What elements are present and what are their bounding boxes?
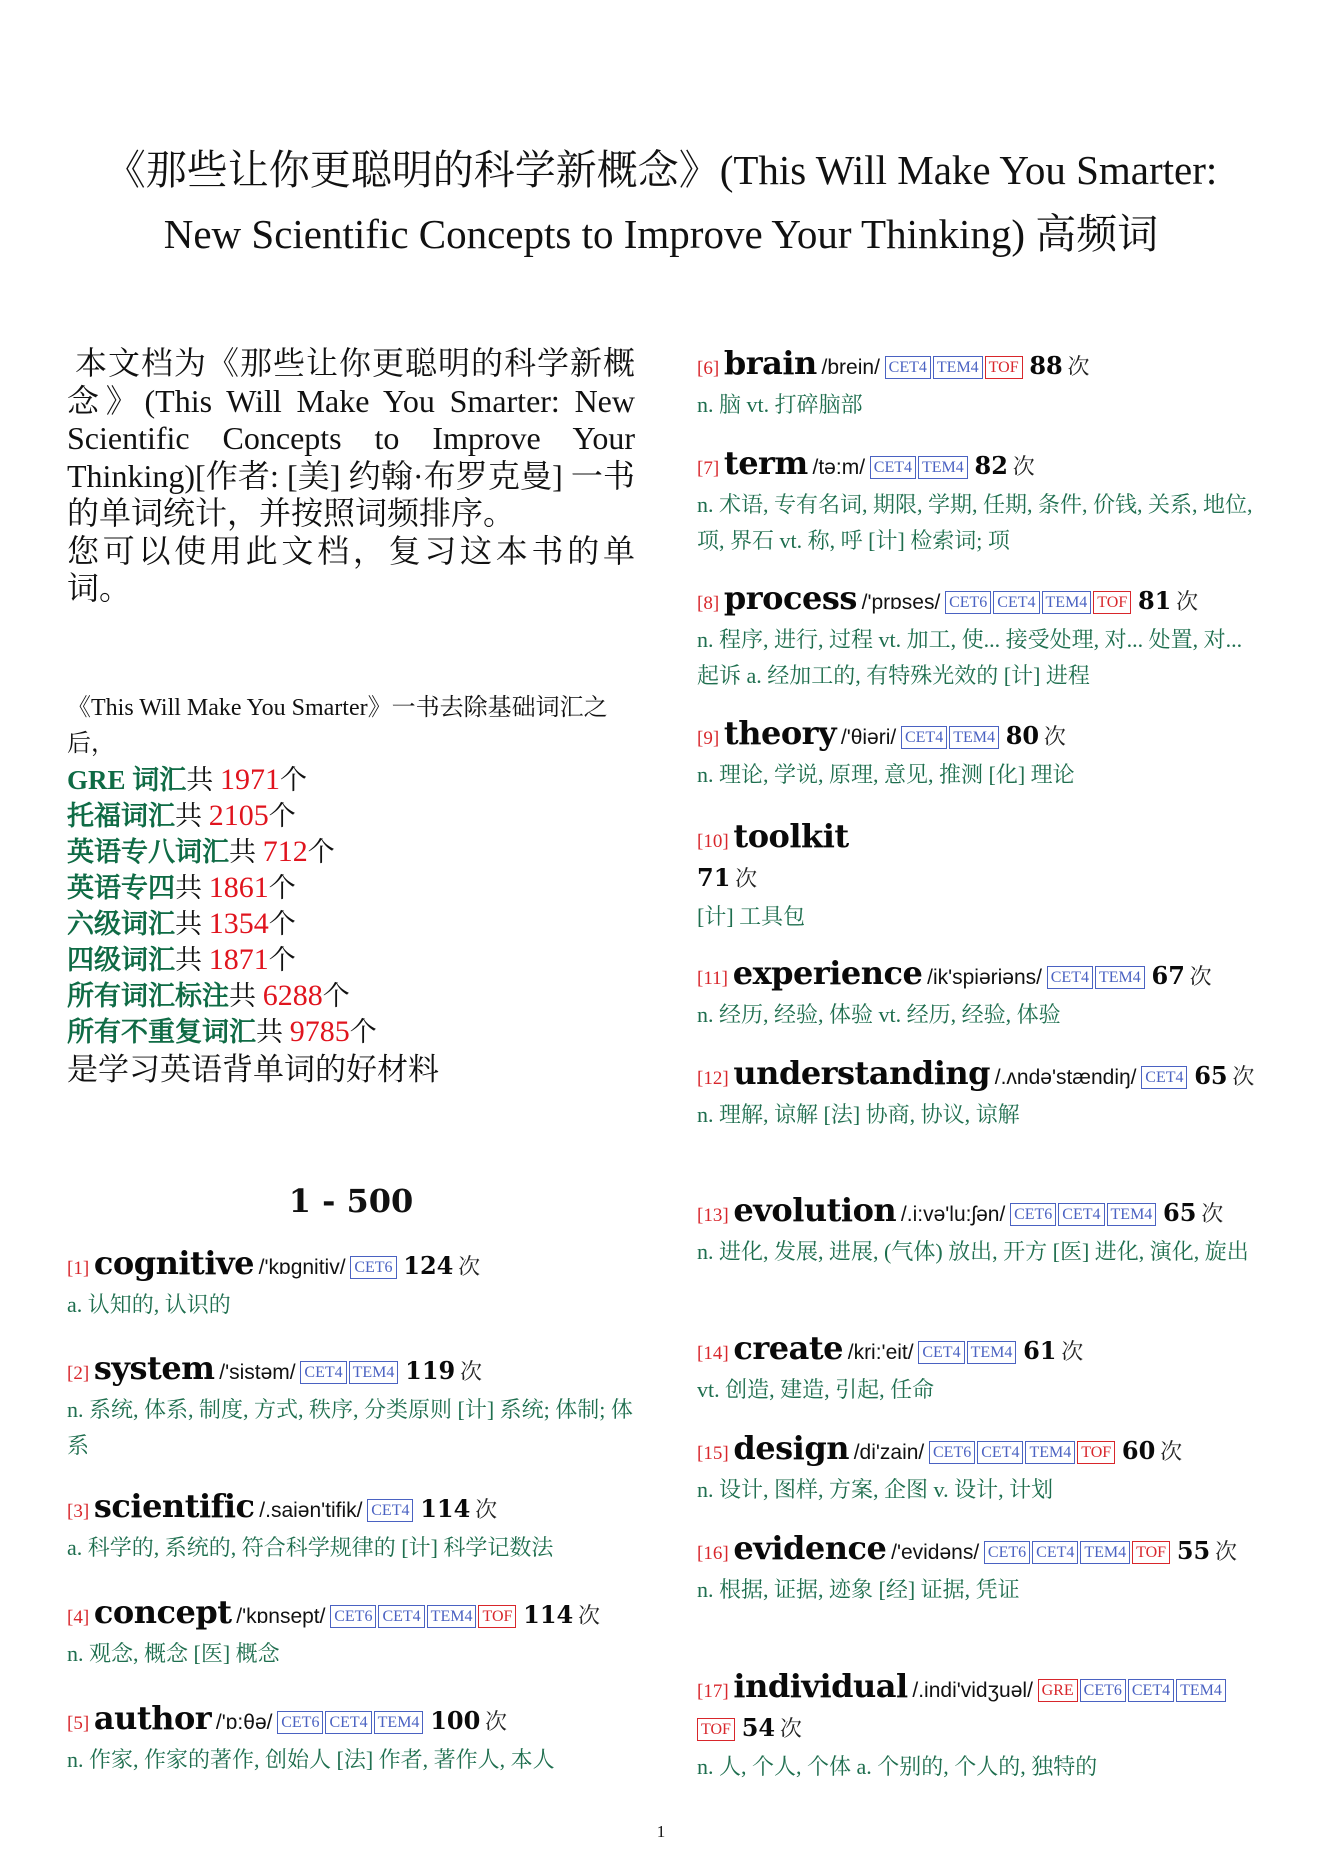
frequency-unit: 次 — [1160, 1439, 1183, 1464]
phonetic: /'kɒnsept/ — [236, 1605, 326, 1628]
exam-tag-badge: CET6 — [277, 1711, 323, 1734]
frequency-count: 55 — [1176, 1536, 1211, 1565]
headword: experience — [732, 954, 923, 992]
definition: [计] 工具包 — [697, 904, 806, 929]
headword: author — [93, 1699, 212, 1737]
exam-tag-badge: TEM4 — [427, 1605, 477, 1628]
exam-tag-badge: CET6 — [1010, 1203, 1056, 1226]
exam-tag-badge: CET4 — [901, 726, 947, 749]
entry-index: [5] — [67, 1713, 90, 1734]
phonetic: /ik'spiəriəns/ — [927, 966, 1042, 989]
frequency-unit: 次 — [1012, 454, 1035, 479]
phonetic: /tə:m/ — [812, 456, 866, 479]
exam-tag-badge: TOF — [697, 1718, 735, 1741]
stat-unit: 个 — [307, 837, 335, 867]
headword: create — [733, 1329, 843, 1367]
definition: vt. 创造, 建造, 引起, 任命 — [697, 1377, 935, 1402]
frequency-count: 114 — [420, 1494, 471, 1523]
definition: a. 科学的, 系统的, 符合科学规律的 [计] 科学记数法 — [67, 1535, 554, 1560]
headword: term — [723, 444, 808, 482]
phonetic: /.i:və'lu:ʃən/ — [900, 1203, 1006, 1226]
frequency-count: 61 — [1023, 1336, 1057, 1365]
exam-tag-badge: CET4 — [1128, 1679, 1174, 1702]
phonetic: /'kɒgnitiv/ — [258, 1256, 346, 1279]
stat-unit: 个 — [280, 765, 308, 795]
frequency-unit: 次 — [1201, 1201, 1224, 1226]
exam-tag-badge: TEM4 — [918, 456, 968, 479]
entry-index: [12] — [697, 1068, 729, 1089]
stat-count: 1354 — [208, 907, 269, 940]
stat-connector: 共 — [175, 945, 209, 975]
frequency-count: 100 — [430, 1706, 481, 1735]
phonetic: /kri:'eit/ — [847, 1341, 914, 1364]
definition: n. 系统, 体系, 制度, 方式, 秩序, 分类原则 [计] 系统; 体制; 体系 — [67, 1397, 633, 1458]
exam-tag-badge: CET6 — [350, 1256, 396, 1279]
frequency-unit: 次 — [460, 1359, 483, 1384]
definition: a. 认知的, 认识的 — [67, 1292, 231, 1317]
entry-index: [13] — [697, 1205, 729, 1226]
definition: n. 进化, 发展, 进展, (气体) 放出, 开方 [医] 进化, 演化, 旋出 — [697, 1239, 1249, 1264]
frequency-count: 54 — [741, 1713, 776, 1742]
headword: understanding — [733, 1054, 990, 1092]
title-line-1: 《那些让你更聪明的科学新概念》(This Will Make You Smarter: — [104, 147, 1218, 193]
stat-unit: 个 — [268, 873, 296, 903]
entry-index: [6] — [697, 358, 720, 379]
frequency-count: 65 — [1194, 1061, 1228, 1090]
phonetic: /'ɒ:θə/ — [215, 1711, 273, 1734]
stat-label: 英语专四 — [67, 873, 175, 903]
frequency-count: 119 — [405, 1356, 456, 1385]
headword: evolution — [733, 1191, 897, 1229]
exam-tag-badge: CET6 — [929, 1441, 975, 1464]
phonetic: /'prɒses/ — [861, 591, 941, 614]
entry-head — [697, 1055, 1265, 1097]
stat-count: 1971 — [220, 763, 281, 796]
entry-head — [697, 1192, 1265, 1234]
definition: n. 设计, 图样, 方案, 企图 v. 设计, 计划 — [697, 1477, 1054, 1502]
exam-tag-badge: TEM4 — [1080, 1541, 1130, 1564]
entry-head — [697, 1330, 1265, 1372]
entry-index: [11] — [697, 968, 728, 989]
frequency-count: 80 — [1005, 721, 1040, 750]
headword: cognitive — [93, 1244, 254, 1282]
exam-tag-badge: TOF — [1093, 591, 1131, 614]
frequency-unit: 次 — [735, 866, 758, 891]
vocabulary-stats — [67, 690, 635, 1090]
phonetic: /.indi'vidʒuəl/ — [912, 1679, 1033, 1702]
entry-index: [17] — [697, 1681, 729, 1702]
phonetic: /di'zain/ — [853, 1441, 925, 1464]
exam-tag-badge: TEM4 — [949, 726, 999, 749]
entry-head — [697, 580, 1265, 622]
definition: n. 观念, 概念 [医] 概念 — [67, 1641, 280, 1666]
headword: process — [723, 579, 857, 617]
exam-tag-badge: CET6 — [945, 591, 991, 614]
entry-head — [697, 1668, 1265, 1749]
section-range-heading: 1 - 500 — [288, 1182, 414, 1220]
phonetic: /brein/ — [821, 356, 880, 379]
frequency-unit: 次 — [1176, 589, 1199, 614]
entry-head — [697, 345, 1265, 387]
word-entry — [697, 580, 1265, 694]
exam-tag-badge: TOF — [1077, 1441, 1115, 1464]
entry-index: [4] — [67, 1607, 90, 1628]
intro-paragraph-2: 您可以使用此文档，复习这本书的单词。 — [67, 532, 635, 606]
word-entry — [67, 1700, 635, 1778]
stat-connector: 共 — [256, 1017, 290, 1047]
stat-line — [67, 942, 635, 978]
frequency-count: 71 — [697, 863, 731, 892]
document-title — [60, 138, 1262, 266]
frequency-count: 124 — [403, 1251, 454, 1280]
exam-tag-badge: CET4 — [325, 1711, 371, 1734]
stat-connector: 共 — [186, 765, 221, 795]
headword: individual — [733, 1667, 908, 1705]
exam-tag-badge: CET6 — [1080, 1679, 1126, 1702]
stat-unit: 个 — [322, 981, 350, 1011]
stat-line — [67, 1014, 635, 1050]
headword: evidence — [733, 1529, 887, 1567]
entry-index: [2] — [67, 1363, 90, 1384]
word-entry — [697, 1430, 1265, 1508]
stat-connector: 共 — [175, 909, 209, 939]
frequency-unit: 次 — [475, 1497, 498, 1522]
exam-tag-badge: CET4 — [300, 1361, 346, 1384]
word-entry — [697, 445, 1265, 559]
stat-line — [67, 978, 635, 1014]
headword: design — [733, 1429, 849, 1467]
definition: n. 脑 vt. 打碎脑部 — [697, 392, 863, 417]
entry-index: [7] — [697, 458, 720, 479]
entry-index: [1] — [67, 1258, 90, 1279]
stat-label: 托福词汇 — [67, 801, 175, 831]
entry-head — [67, 1488, 635, 1530]
frequency-unit: 次 — [1232, 1064, 1255, 1089]
exam-tag-badge: TEM4 — [349, 1361, 399, 1384]
stat-line — [67, 798, 635, 834]
exam-tag-badge: GRE — [1038, 1679, 1078, 1702]
stat-line — [67, 834, 635, 870]
exam-tag-badge: CET4 — [977, 1441, 1023, 1464]
exam-tag-badge: CET6 — [984, 1541, 1030, 1564]
stat-line — [67, 762, 635, 798]
headword: system — [93, 1349, 215, 1387]
exam-tag-badge: CET4 — [870, 456, 916, 479]
stat-connector: 共 — [175, 873, 209, 903]
phonetic: /'evidəns/ — [891, 1541, 980, 1564]
entry-head — [697, 955, 1265, 997]
word-entry — [697, 818, 1265, 935]
stat-unit: 个 — [268, 945, 296, 975]
frequency-unit: 次 — [1214, 1539, 1237, 1564]
frequency-count: 81 — [1137, 586, 1172, 615]
definition: n. 理解, 谅解 [法] 协商, 协议, 谅解 — [697, 1102, 1020, 1127]
frequency-unit: 次 — [1061, 1339, 1084, 1364]
exam-tag-badge: TOF — [1132, 1541, 1170, 1564]
frequency-count: 114 — [523, 1600, 574, 1629]
stat-line — [67, 870, 635, 906]
exam-tag-badge: CET4 — [367, 1499, 413, 1522]
definition: n. 作家, 作家的著作, 创始人 [法] 作者, 著作人, 本人 — [67, 1747, 555, 1772]
stat-connector: 共 — [175, 801, 209, 831]
exam-tag-badge: CET6 — [330, 1605, 376, 1628]
word-entry — [67, 1488, 635, 1566]
frequency-unit: 次 — [1067, 354, 1090, 379]
stat-connector: 共 — [229, 981, 263, 1011]
frequency-count: 67 — [1151, 961, 1185, 990]
entry-head — [697, 818, 1265, 899]
page-number: 1 — [656, 1822, 666, 1841]
definition: n. 理论, 学说, 原理, 意见, 推测 [化] 理论 — [697, 762, 1075, 787]
entry-head — [697, 1530, 1265, 1572]
word-entry — [697, 1330, 1265, 1408]
exam-tag-badge: TEM4 — [374, 1711, 424, 1734]
exam-tag-badge: CET4 — [378, 1605, 424, 1628]
entry-head — [67, 1350, 635, 1392]
stats-closing: 是学习英语背单词的好材料 — [67, 1052, 439, 1087]
stat-count: 1871 — [208, 943, 269, 976]
entry-head — [697, 445, 1265, 487]
exam-tag-badge: CET4 — [1141, 1066, 1187, 1089]
stat-unit: 个 — [268, 909, 296, 939]
headword: toolkit — [733, 817, 849, 855]
frequency-count: 82 — [974, 451, 1008, 480]
frequency-count: 65 — [1163, 1198, 1197, 1227]
definition: n. 程序, 进行, 过程 vt. 加工, 使... 接受处理, 对... 处置, 对... 起诉 a. 经加工的, 有特殊光效的 [计] 进程 — [697, 627, 1243, 688]
exam-tag-badge: TEM4 — [933, 356, 983, 379]
frequency-unit: 次 — [578, 1603, 601, 1628]
frequency-unit: 次 — [779, 1716, 802, 1741]
entry-head — [67, 1245, 635, 1287]
entry-head — [67, 1594, 635, 1636]
frequency-unit: 次 — [458, 1254, 481, 1279]
entry-head — [67, 1700, 635, 1742]
definition: n. 根据, 证据, 迹象 [经] 证据, 凭证 — [697, 1577, 1020, 1602]
stat-label: 四级词汇 — [67, 945, 175, 975]
headword: concept — [93, 1593, 232, 1631]
exam-tag-badge: TOF — [478, 1605, 516, 1628]
entry-index: [3] — [67, 1501, 90, 1522]
exam-tag-badge: TEM4 — [1107, 1203, 1157, 1226]
entry-index: [14] — [697, 1343, 729, 1364]
headword: theory — [723, 714, 837, 752]
stat-unit: 个 — [349, 1017, 377, 1047]
definition: n. 人, 个人, 个体 a. 个别的, 个人的, 独特的 — [697, 1754, 1098, 1779]
stat-count: 712 — [262, 835, 308, 868]
intro-paragraph-1: 本文档为《那些让你更聪明的科学新概念》(This Will Make You Smarter: New Scientific Concepts to Improve Your Thinking)[作者: [美] 约翰·布罗克曼] 一书的单词统计，并按照词频排序。 — [67, 345, 635, 531]
exam-tag-badge: TEM4 — [1042, 591, 1092, 614]
stat-connector: 共 — [229, 837, 263, 867]
phonetic: /'sistəm/ — [219, 1361, 296, 1384]
entry-head — [697, 715, 1265, 757]
word-entry — [697, 345, 1265, 423]
intro — [67, 345, 635, 608]
exam-tag-badge: TEM4 — [1176, 1679, 1226, 1702]
entry-index: [9] — [697, 728, 720, 749]
frequency-count: 60 — [1121, 1436, 1156, 1465]
entry-index: [15] — [697, 1443, 729, 1464]
phonetic: /.ʌndə'stændiŋ/ — [994, 1066, 1137, 1089]
definition: n. 术语, 专有名词, 期限, 学期, 任期, 条件, 价钱, 关系, 地位, 项, 界石 vt. 称, 呼 [计] 检索词; 项 — [697, 492, 1253, 553]
exam-tag-badge: CET4 — [1047, 966, 1093, 989]
word-entry — [697, 1530, 1265, 1608]
stat-label: 英语专八词汇 — [67, 837, 229, 867]
entry-index: [10] — [697, 831, 729, 852]
stat-count: 2105 — [208, 799, 269, 832]
exam-tag-badge: CET4 — [993, 591, 1039, 614]
phonetic: /.saiən'tifik/ — [259, 1499, 363, 1522]
exam-tag-badge: CET4 — [918, 1341, 964, 1364]
stat-label: 所有不重复词汇 — [67, 1017, 256, 1047]
title-line-2: New Scientific Concepts to Improve Your Thinking) 高频词 — [163, 211, 1159, 257]
frequency-unit: 次 — [1189, 964, 1212, 989]
word-entry — [67, 1350, 635, 1464]
stat-label: 六级词汇 — [67, 909, 175, 939]
word-entry — [697, 955, 1265, 1033]
exam-tag-badge: TOF — [985, 356, 1023, 379]
exam-tag-badge: CET4 — [1032, 1541, 1078, 1564]
definition: n. 经历, 经验, 体验 vt. 经历, 经验, 体验 — [697, 1002, 1061, 1027]
exam-tag-badge: CET4 — [1058, 1203, 1104, 1226]
frequency-unit: 次 — [485, 1709, 508, 1734]
word-entry — [67, 1594, 635, 1672]
exam-tag-badge: TEM4 — [967, 1341, 1017, 1364]
word-entry — [697, 1668, 1265, 1785]
entry-head — [697, 1430, 1265, 1472]
stat-label: GRE 词汇 — [67, 765, 187, 795]
exam-tag-badge: TEM4 — [1025, 1441, 1075, 1464]
exam-tag-badge: CET4 — [885, 356, 931, 379]
stat-count: 9785 — [289, 1015, 350, 1048]
word-entry — [67, 1245, 635, 1323]
frequency-unit: 次 — [1043, 724, 1066, 749]
stats-list — [67, 762, 635, 1050]
stat-unit: 个 — [268, 801, 296, 831]
entry-index: [16] — [697, 1543, 729, 1564]
phonetic: /'θiəri/ — [840, 726, 897, 749]
headword: brain — [723, 344, 817, 382]
stat-count: 6288 — [262, 979, 323, 1012]
stat-count: 1861 — [208, 871, 269, 904]
stats-lead: 《This Will Make You Smarter》一书去除基础词汇之后， — [67, 695, 608, 757]
word-entry — [697, 1192, 1265, 1270]
entry-index: [8] — [697, 593, 720, 614]
stat-line — [67, 906, 635, 942]
headword: scientific — [93, 1487, 255, 1525]
exam-tag-badge: TEM4 — [1095, 966, 1145, 989]
word-entry — [697, 715, 1265, 793]
word-entry — [697, 1055, 1265, 1133]
stat-label: 所有词汇标注 — [67, 981, 229, 1011]
frequency-count: 88 — [1029, 351, 1063, 380]
